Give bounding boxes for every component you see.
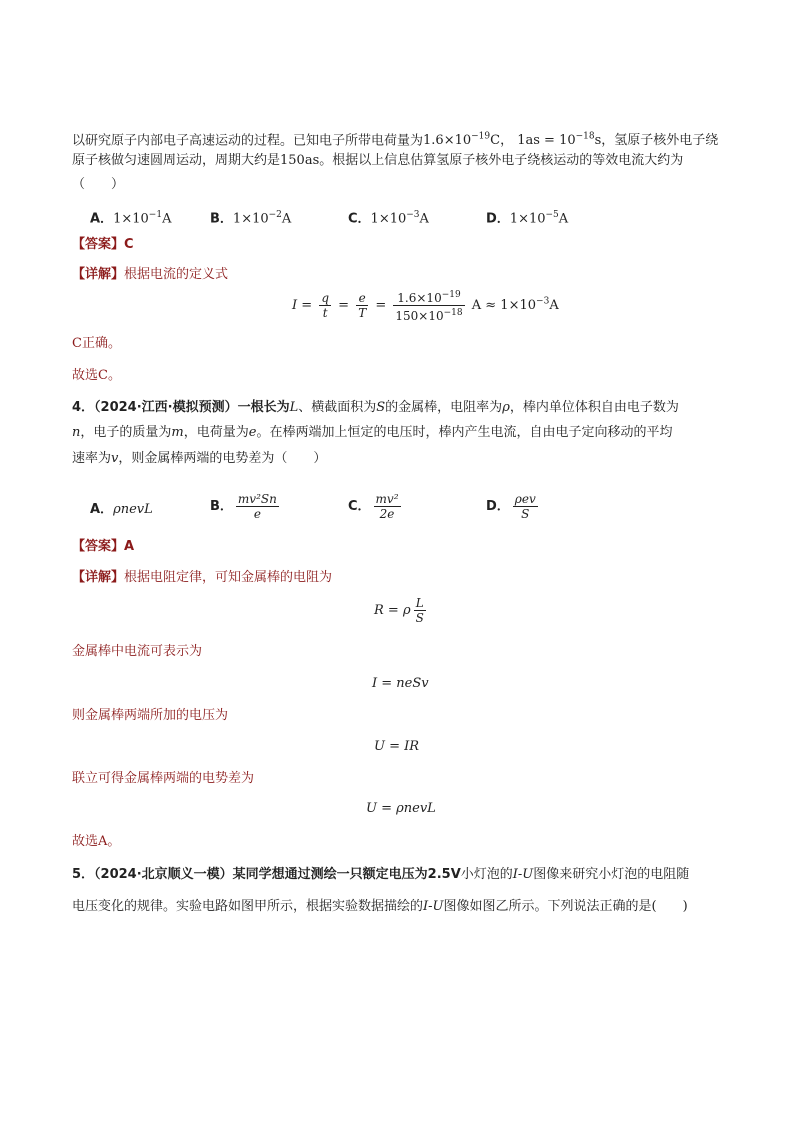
q3-answer: 【答案】C (72, 237, 134, 252)
q4-voltage-text: 则金属棒两端所加的电压为 (72, 708, 229, 723)
q3-line-1: 以研究原子内部电子高速运动的过程。已知电子所带电荷量为$1.6\times 10^{-19}C$， $1as = 10^{-18}s$，氢原子核外电子绕 (72, 132, 719, 149)
q3-choice: 故选C。 (72, 368, 121, 383)
charge-value: $1.6\times 10^{-19}C$， (423, 132, 514, 149)
q3-conclusion: C正确。 (72, 336, 121, 351)
q3-current-formula: I = $\frac{q}{t}$ = $\frac{e}{T}$ = $\frac{1.6\times 10^{-19}}{150\times 10^{-18}}$ $A \approx 1\times 10^{-3}A$ (292, 290, 559, 323)
q4-current-formula: I = neSv (372, 676, 429, 691)
q4-resistance-formula: R = ρ $\frac{L}{S}$ (374, 596, 424, 625)
q4-line-2: n，电子的质量为m，电荷量为e。在棒两端加上恒定的电压时，棒内产生电流，自由电子定向移动的平均 (72, 425, 673, 440)
q3-line-2: 原子核做匀速圆周运动，周期大约是150as。根据以上信息估算氢原子核外电子绕核运动的等效电流大约为 (72, 153, 684, 168)
q3-option-a[interactable]: A．$1\times 10^{-1}A$ (90, 210, 172, 227)
q4-detail: 【详解】根据电阻定律，可知金属棒的电阻为 (72, 570, 333, 585)
q4-potential-formula: U = ρnevL (366, 801, 436, 816)
as-definition: $1as = 10^{-18}s$，氢原子核外电子绕 (517, 132, 719, 149)
q4-line-1: 4．（2024·江西·模拟预测）一根长为L、横截面积为S的金属棒，电阻率为ρ，棒内单位体积自由电子数为 (72, 400, 679, 415)
q4-current-text: 金属棒中电流可表示为 (72, 644, 203, 659)
q5-line-2: 电压变化的规律。实验电路如图甲所示，根据实验数据描绘的I-U图像如图乙所示。下列说法正确的是( ) (72, 899, 688, 914)
q4-option-d[interactable]: D． $\frac{\text{ρev}}{S}$ (486, 492, 536, 521)
q3-option-b[interactable]: B．$1\times 10^{-2}A$ (210, 210, 292, 227)
q4-line-3: 速率为v，则金属棒两端的电势差为（ ） (72, 451, 327, 466)
q4-option-c[interactable]: C． $\frac{\text{mv²}}{2e}$ (348, 492, 399, 521)
q3-line-3: （ ） (72, 177, 125, 192)
q4-combine-text: 联立可得金属棒两端的电势差为 (72, 771, 255, 786)
q3-option-c[interactable]: C．$1\times 10^{-3}A$ (348, 210, 429, 227)
q4-voltage-formula: U = IR (374, 739, 420, 754)
q3-detail: 【详解】根据电流的定义式 (72, 267, 229, 282)
q3-option-d[interactable]: D．$1\times 10^{-5}A$ (486, 210, 569, 227)
q4-option-a[interactable]: A．ρnevL (90, 502, 153, 517)
q5-line-1: 5．（2024·北京顺义一模）某同学想通过测绘一只额定电压为2.5V小灯泡的I-U图像来研究小灯泡的电阻随 (72, 867, 690, 882)
q4-answer: 【答案】A (72, 539, 135, 554)
q4-choice: 故选A。 (72, 834, 121, 849)
q4-option-b[interactable]: B． $\frac{\text{mv²Sn}}{e}$ (210, 492, 277, 521)
